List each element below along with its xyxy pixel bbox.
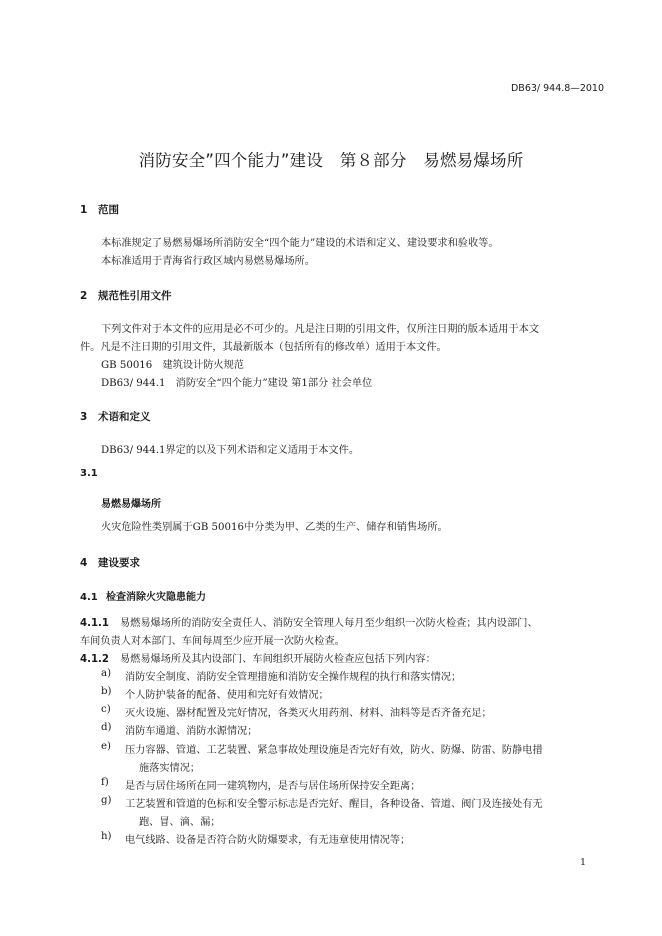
clause-4-1-1 [80,614,538,629]
list-marker: h) [101,831,112,842]
list-marker: g) [101,795,112,806]
list-text: 电气线路、设备是否符合防火防爆要求，有无违章使用情况等； [125,835,411,846]
section-4-heading [80,555,140,570]
document-title: 消防安全”四个能力”建设 第８部分 易燃易爆场所 [138,151,524,170]
subsection-number: 4.1 [80,592,98,603]
list-text-continuation: 施落实情况； [139,763,201,774]
section-3-heading [80,409,151,424]
list-marker: a) [101,668,112,679]
paragraph: 件。凡是不注日期的引用文件，其最新版本（包括所有的修改单）适用于本文件。 [80,342,447,353]
paragraph: 车间负责人对本部门、车间每周至少应开展一次防火检查。 [80,636,345,647]
list-marker: e) [101,741,112,752]
standard-code: DB63/ 944.8—2010 [510,83,604,94]
section-1-heading [80,202,119,217]
clause-4-1-2 [80,650,436,665]
section-title: 术语和定义 [98,411,151,423]
list-marker: f) [101,777,109,788]
page-number: 1 [579,857,586,868]
paragraph: 下列文件对于本文件的应用是必不可少的。凡是注日期的引用文件，仅所注日期的版本适用于本文 [101,324,540,335]
term-title: 易燃易爆场所 [101,499,161,510]
subsection-title: 检查消除火灾隐患能力 [106,592,206,603]
list-text: 消防车通道、消防水源情况； [125,726,258,737]
section-number: 4 [80,557,88,569]
paragraph: DB63/ 944.1界定的以及下列术语和定义适用于本文件。 [101,445,360,456]
list-marker: c) [101,704,111,715]
normative-reference: DB63/ 944.1 消防安全“四个能力”建设 第1部分 社会单位 [101,378,373,389]
section-title: 范围 [98,204,119,216]
list-text-continuation: 跑、冒、滴、漏； [139,817,221,828]
section-number: 1 [80,204,88,216]
subsection-heading [80,588,206,603]
list-text: 个人防护装备的配备、使用和完好有效情况； [125,690,329,701]
list-text: 灭火设施、器材配置及完好情况，各类灭火用药剂、材料、油料等是否齐备充足； [125,708,492,719]
section-title: 规范性引用文件 [98,290,172,302]
term-definition: 火灾危险性类别属于GB 50016中分类为甲、乙类的生产、储存和销售场所。 [101,522,448,533]
list-marker: d) [101,722,112,733]
clause-number: 4.1.2 [80,654,110,665]
section-2-heading [80,288,172,303]
clause-number: 4.1.1 [80,618,110,629]
paragraph: 本标准规定了易燃易爆场所消防安全“四个能力”建设的术语和定义、建设要求和验收等。 [101,238,499,249]
list-text: 工艺装置和管道的色标和安全警示标志是否完好、醒目，各种设备、管道、阀门及连接处有无 [125,799,543,810]
clause-text: 易燃易爆场所的消防安全责任人、消防安全管理人每月至少组织一次防火检查；其内设部门、 [120,618,538,629]
list-marker: b) [101,686,112,697]
section-number: 2 [80,290,88,302]
list-text: 是否与居住场所在同一建筑物内，是否与居住场所保持安全距离； [125,781,421,792]
paragraph: 本标准适用于青海省行政区域内易燃易爆场所。 [101,256,315,267]
clause-text: 易燃易爆场所及其内设部门、车间组织开展防火检查应包括下列内容： [120,654,436,665]
normative-reference: GB 50016 建筑设计防火规范 [101,360,244,371]
section-title: 建设要求 [98,557,140,569]
list-text: 压力容器、管道、工艺装置、紧急事故处理设施是否完好有效，防火、防爆、防雷、防静电措 [125,745,543,756]
section-number: 3 [80,411,88,423]
list-text: 消防安全制度、消防安全管理措施和消防安全操作规程的执行和落实情况； [125,672,462,683]
subsection-number: 3.1 [80,468,98,479]
